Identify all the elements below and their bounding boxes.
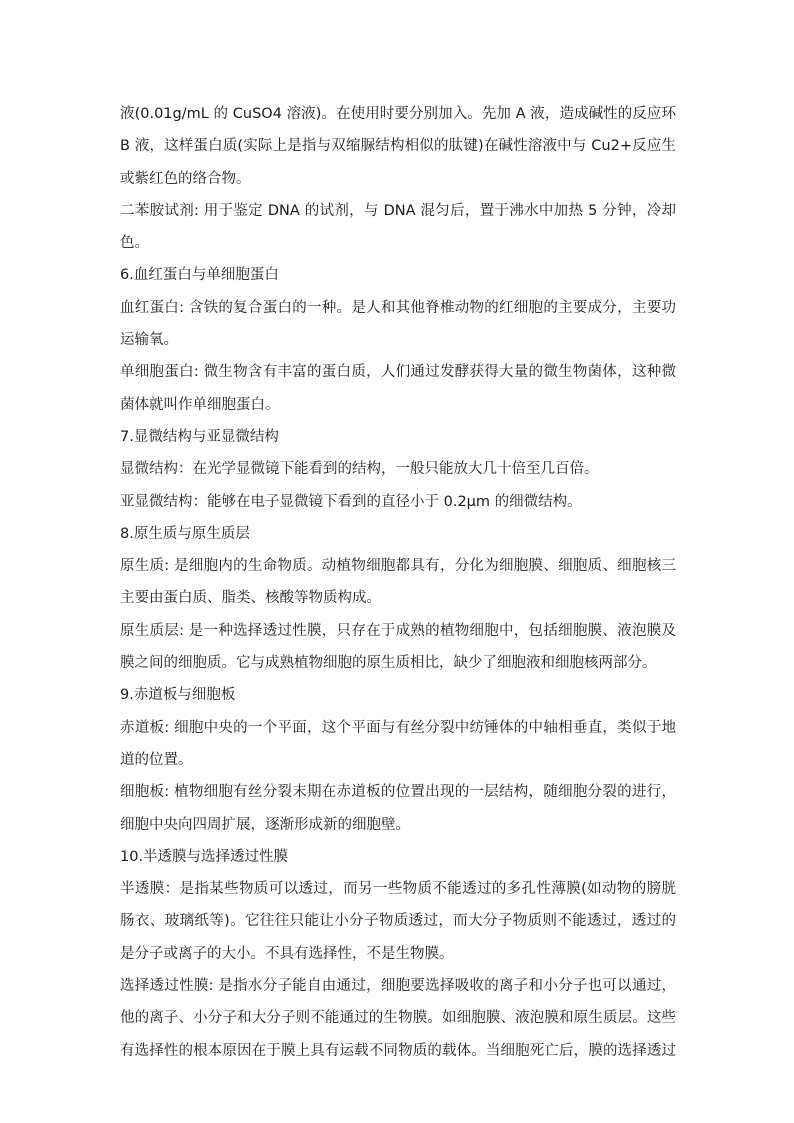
text-line: 细胞中央向四周扩展，逐渐形成新的细胞壁。 xyxy=(120,816,410,833)
section-heading: 8.原生质与原生质层 xyxy=(120,525,250,542)
text-line: 有选择性的根本原因在于膜上具有运载不同物质的载体。当细胞死亡后，膜的选择透过 xyxy=(120,1042,676,1059)
text-line: 道的位置。 xyxy=(120,751,193,768)
text-line: 半透膜：是指某些物质可以透过，而另一些物质不能透过的多孔性薄膜(如动物的膀胱 xyxy=(120,881,676,898)
text-line: 液(0.01g/mL 的 CuSO4 溶液)。在使用时要分别加入。先加 A 液，造成碱性的反应环 xyxy=(120,106,676,122)
section-heading: 7.显微结构与亚显微结构 xyxy=(120,428,279,445)
text-line: 膜之间的细胞质。它与成熟植物细胞的原生质相比，缺少了细胞液和细胞核两部分。 xyxy=(120,655,657,672)
text-line: B 液，这样蛋白质(实际上是指与双缩脲结构相似的肽键)在碱性溶液中与 Cu2+反应生 xyxy=(120,138,676,155)
text-line: 运输氧。 xyxy=(120,332,178,349)
section-heading: 9.赤道板与细胞板 xyxy=(120,687,236,704)
section-heading: 10.半透膜与选择透过性膜 xyxy=(120,848,289,865)
text-line: 菌体就叫作单细胞蛋白。 xyxy=(120,396,280,413)
text-line: 是分子或离子的大小。不具有选择性，不是生物膜。 xyxy=(120,945,454,962)
text-line: 亚显微结构：能够在电子显微镜下看到的直径小于 0.2μm 的细微结构。 xyxy=(120,493,582,510)
text-line: 主要由蛋白质、脂类、核酸等物质构成。 xyxy=(120,590,381,607)
text-line: 或紫红色的络合物。 xyxy=(120,170,251,187)
text-line: 他的离子、小分子和大分子则不能通过的生物膜。如细胞膜、液泡膜和原生质层。这些 xyxy=(120,1010,676,1027)
text-line: 单细胞蛋白: 微生物含有丰富的蛋白质，人们通过发酵获得大量的微生物菌体，这种微 xyxy=(120,364,676,381)
document-page xyxy=(120,98,676,1067)
text-line: 细胞板: 植物细胞有丝分裂末期在赤道板的位置出现的一层结构，随细胞分裂的进行， xyxy=(120,784,676,801)
text-line: 色。 xyxy=(120,235,149,252)
text-line: 原生质: 是细胞内的生命物质。动植物细胞都具有，分化为细胞膜、细胞质、细胞核三 xyxy=(120,558,676,575)
text-line: 原生质层: 是一种选择透过性膜，只存在于成熟的植物细胞中，包括细胞膜、液泡膜及 xyxy=(120,622,676,639)
text-line: 显微结构：在光学显微镜下能看到的结构，一般只能放大几十倍至几百倍。 xyxy=(120,461,599,478)
text-line: 血红蛋白: 含铁的复合蛋白的一种。是人和其他脊椎动物的红细胞的主要成分，主要功 xyxy=(120,299,676,316)
text-line: 赤道板: 细胞中央的一个平面，这个平面与有丝分裂中纺锤体的中轴相垂直，类似于地 xyxy=(120,719,676,736)
text-line: 肠衣、玻璃纸等)。它往往只能让小分子物质透过，而大分子物质则不能透过，透过的 xyxy=(120,913,676,930)
section-heading: 6.血红蛋白与单细胞蛋白 xyxy=(120,267,279,284)
text-line: 二苯胺试剂: 用于鉴定 DNA 的试剂，与 DNA 混匀后，置于沸水中加热 5 分钟，冷却 xyxy=(120,202,676,219)
text-line: 选择透过性膜: 是指水分子能自由通过，细胞要选择吸收的离子和小分子也可以通过， xyxy=(120,978,676,995)
